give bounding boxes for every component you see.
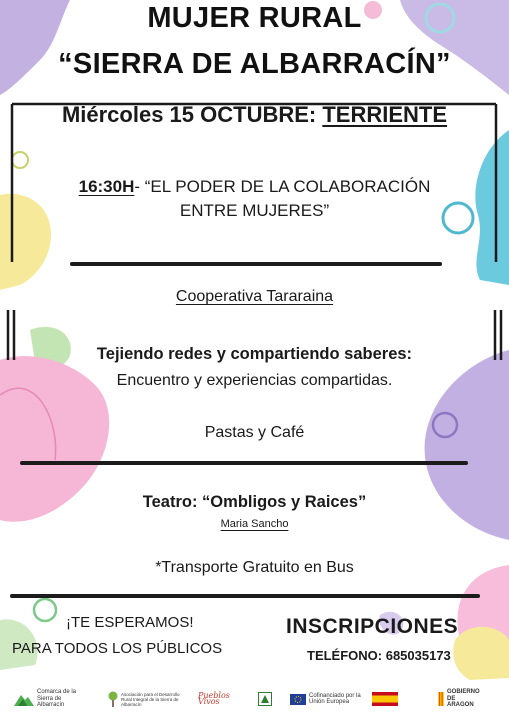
spain-flag-icon <box>372 692 398 706</box>
registration-label: INSCRIPCIONES <box>286 615 459 638</box>
talk-title-1: - “EL PODER DE LA COLABORACIÓN <box>134 177 431 196</box>
date-separator: : <box>308 102 317 127</box>
workshop-subtitle: Encuentro y experiencias compartidas. <box>116 372 393 389</box>
welcome-line-1: ¡TE ESPERAMOS! <box>66 614 194 631</box>
logo-asociacion <box>108 686 190 712</box>
title-line-2: “SIERRA DE ALBARRACÍN” <box>58 48 451 80</box>
title-line-1: MUJER RURAL <box>147 2 362 34</box>
mountain-icon <box>14 692 34 706</box>
divider-3 <box>10 594 480 598</box>
talk-time: 16:30H <box>78 177 135 196</box>
logo-eu-text: Cofinanciado por la Unión Europea <box>309 692 361 705</box>
logo-pueblos <box>198 686 248 712</box>
theatre-author: Maria Sancho <box>220 518 289 530</box>
divider-1 <box>70 262 442 266</box>
event-place: TERRIENTE <box>322 102 448 127</box>
leader-emblem-icon <box>258 692 272 706</box>
talk-title-2: ENTRE MUJERES” <box>179 201 330 220</box>
logo-pueblos-text: Pueblos Vivos <box>198 690 230 706</box>
welcome-line-2: PARA TODOS LOS PÚBLICOS <box>12 640 223 657</box>
divider-2 <box>20 461 468 465</box>
event-date <box>0 102 509 128</box>
tree-icon <box>108 691 118 707</box>
logo-comarca-text: Comarca de la Sierra de Albarracín <box>37 689 77 709</box>
logo-comarca <box>14 686 94 712</box>
registration-phone: TELÉFONO: 685035173 <box>307 648 451 663</box>
logo-gobierno-text: GOBIERNO DE ARAGON <box>447 689 480 709</box>
eu-flag-icon <box>290 694 306 705</box>
logo-union-europea <box>290 686 364 712</box>
talk-block <box>0 175 509 223</box>
transport-note: *Transporte Gratuito en Bus <box>155 559 354 576</box>
aragon-stripes-icon <box>438 692 444 706</box>
theatre-title: Teatro: “Ombligos y Raices” <box>142 493 367 511</box>
logo-asociacion-text: Asociación para el Desarrollo Rural Integral de la Sierra de Albarracín <box>121 691 180 707</box>
talk-line-1 <box>0 175 509 199</box>
logo-leader <box>258 686 280 712</box>
workshop-title: Tejiendo redes y compartiendo saberes: <box>96 345 413 363</box>
logo-spain <box>372 686 422 712</box>
logo-gobierno-aragon <box>438 686 498 712</box>
cooperative-name: Cooperativa Tararaina <box>175 288 334 305</box>
event-day: Miércoles 15 OCTUBRE <box>61 102 309 127</box>
refreshments: Pastas y Café <box>204 424 305 441</box>
